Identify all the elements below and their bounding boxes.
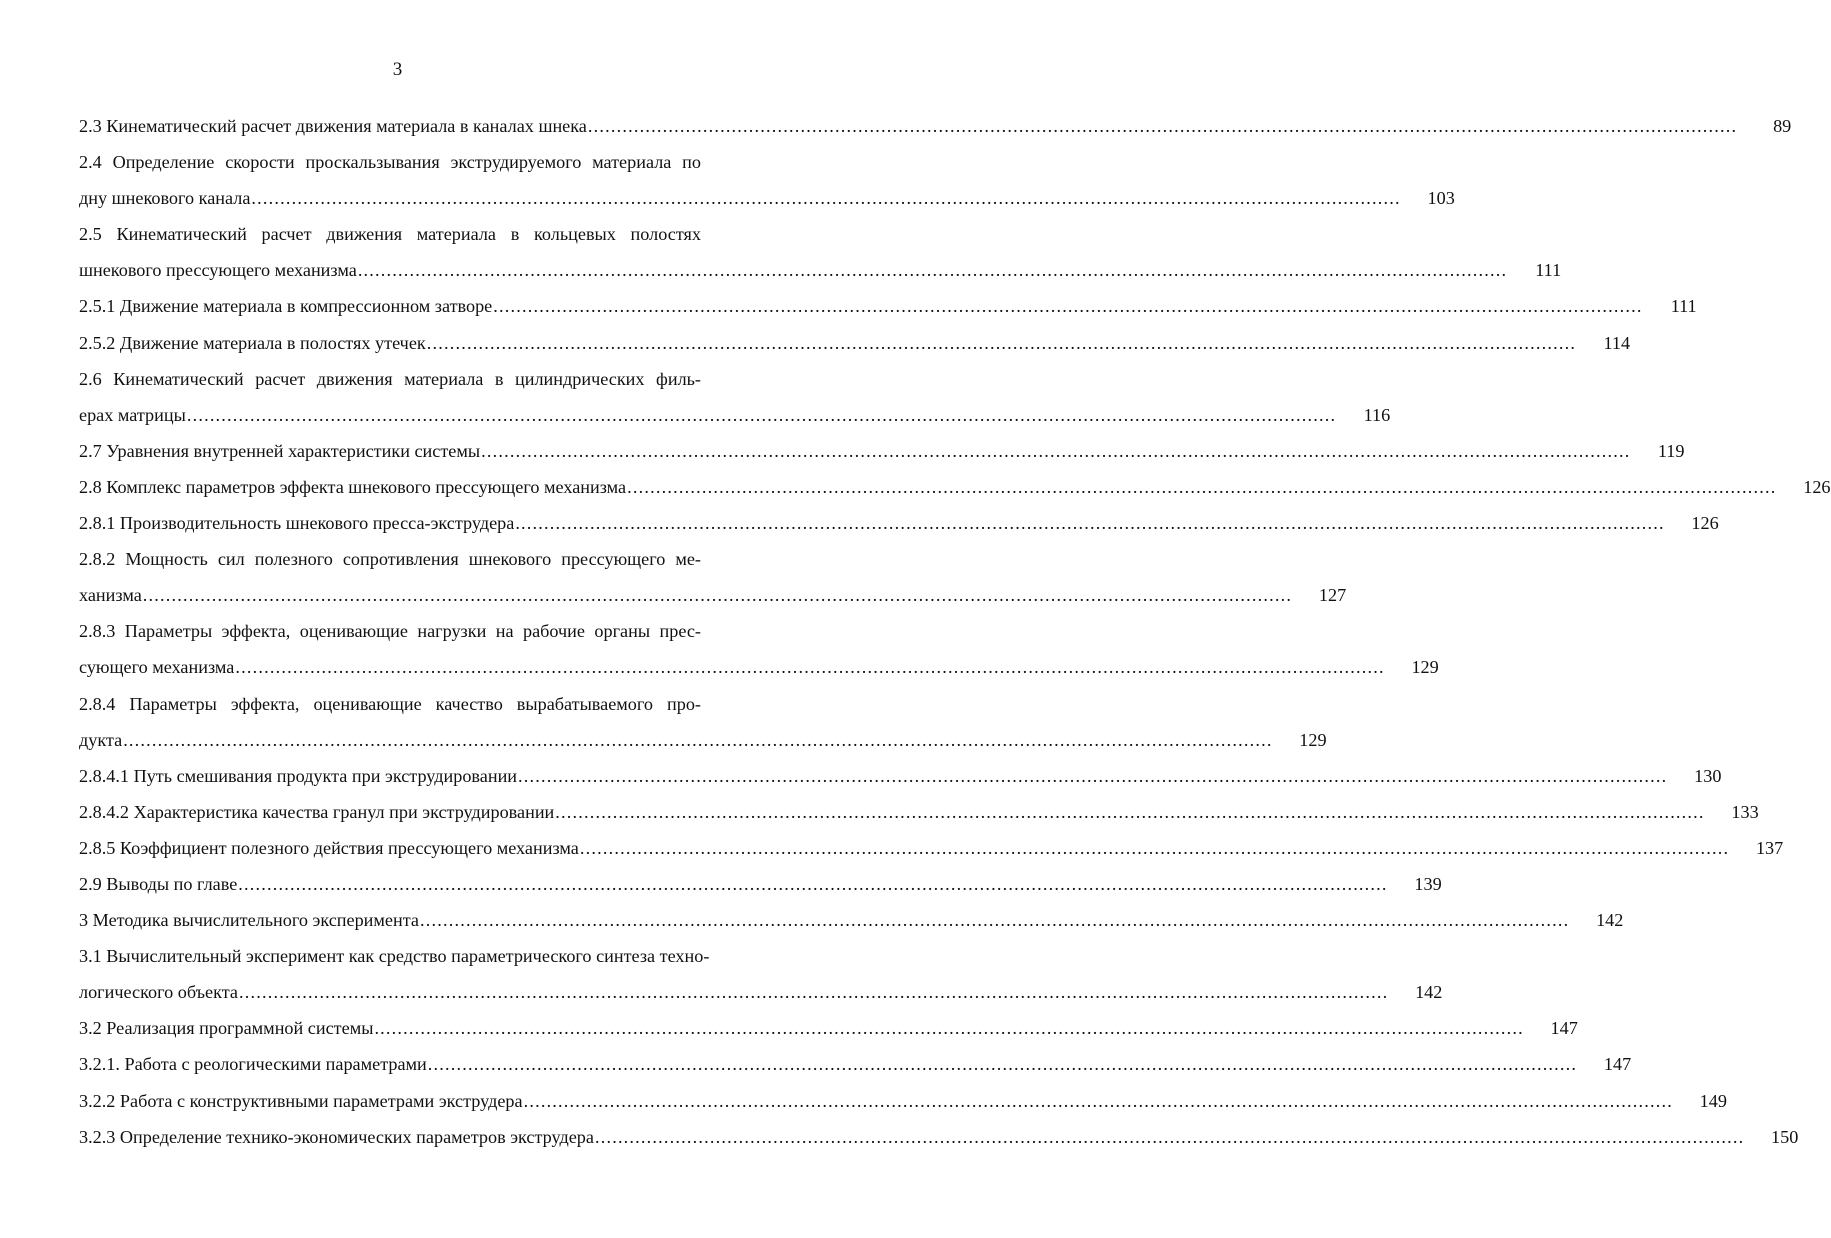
toc-page-number: 130: [1694, 765, 1722, 786]
toc-page-number: 129: [1299, 729, 1327, 750]
toc-line: [79, 288, 1697, 324]
toc-page-number: 129: [1411, 657, 1439, 678]
leader-dots: ........................................................................................................................................................................................................: [419, 910, 1570, 931]
toc-entry-title: ханизма: [79, 585, 142, 606]
toc-line: [79, 505, 1719, 541]
toc-entry-title: 2.5 Кинематический расчет движения материала в кольцевых полостях: [79, 224, 701, 245]
toc-entry-title: 2.8.4 Параметры эффекта, оценивающие качество вырабатываемого про-: [79, 693, 701, 714]
toc-entry-title: 2.5.1 Движение материала в компрессионном затворе: [79, 296, 493, 317]
leader-dots: ........................................................................................................................................................................................................: [186, 404, 1337, 425]
toc-entry-title: дну шнекового канала: [79, 188, 251, 209]
toc-entry-title: 3.1 Вычислительный эксперимент как средство параметрического синтеза техно-: [79, 946, 710, 967]
toc-line: [79, 902, 1624, 938]
toc-entry-title: ерах матрицы: [79, 404, 186, 425]
toc-line: [79, 722, 1327, 758]
toc-entry-title: 3.2.1. Работа с реологическими параметрами: [79, 1054, 427, 1075]
toc-entry-title: 2.5.2 Движение материала в полостях утечек: [79, 332, 426, 353]
leader-dots: ........................................................................................................................................................................................................: [238, 873, 1388, 894]
toc-page-number: 149: [1699, 1090, 1727, 1111]
toc-entry-title: шнекового прессующего механизма: [79, 260, 357, 281]
leader-dots: ........................................................................................................................................................................................................: [357, 260, 1508, 281]
toc-page-number: 147: [1550, 1018, 1578, 1039]
page-number: 3: [392, 59, 403, 80]
toc-page-number: 142: [1415, 982, 1443, 1003]
toc-line: [79, 252, 1562, 288]
toc-page-number: 111: [1670, 296, 1697, 317]
toc-page-number: 142: [1596, 910, 1624, 931]
toc-page-number: 89: [1773, 116, 1792, 136]
toc-page-number: 126: [1803, 476, 1831, 497]
toc-entry-title: 3.2 Реализация программной системы: [79, 1018, 374, 1039]
toc-line: [79, 1010, 1578, 1046]
toc-line: [79, 325, 1631, 361]
toc-entry-title: 2.3 Кинематический расчет движения материала в каналах шнека: [79, 116, 587, 136]
toc-page-number: 137: [1755, 837, 1784, 858]
leader-dots: ........................................................................................................................................................................................................: [627, 476, 1777, 497]
leader-dots: ........................................................................................................................................................................................................: [235, 657, 1385, 678]
leader-dots: ........................................................................................................................................................................................................: [427, 1054, 1578, 1075]
toc-line: [79, 469, 1831, 505]
toc-entry-title: 2.8.2 Мощность сил полезного сопротивления шнекового прессующего ме-: [79, 549, 701, 570]
leader-dots: ........................................................................................................................................................................................................: [579, 837, 1730, 858]
toc-page-number: 116: [1363, 404, 1391, 425]
leader-dots: ........................................................................................................................................................................................................: [251, 188, 1401, 209]
toc-entry-title: дукта: [79, 729, 123, 750]
toc-line: [79, 866, 1442, 902]
table-of-contents: [79, 108, 1831, 1155]
toc-page-number: 133: [1731, 801, 1759, 822]
toc-line: [79, 758, 1722, 794]
toc-line: [79, 433, 1685, 469]
toc-entry-title: 2.8.3 Параметры эффекта, оценивающие нагрузки на рабочие органы прес-: [79, 621, 701, 642]
toc-entry-title: 2.7 Уравнения внутренней характеристики системы: [79, 440, 481, 461]
toc-page-number: 147: [1603, 1054, 1632, 1075]
toc-entry-title: 2.8.4.1 Путь смешивания продукта при экструдировании: [79, 765, 518, 786]
toc-entry-title: сующего механизма: [79, 657, 235, 678]
leader-dots: ........................................................................................................................................................................................................: [374, 1018, 1524, 1039]
toc-line: [79, 974, 1443, 1010]
toc-entry-title: логического объекта: [79, 982, 238, 1003]
toc-entry-title: 3.2.3 Определение технико-экономических параметров экструдера: [79, 1126, 594, 1147]
leader-dots: ........................................................................................................................................................................................................: [123, 729, 1273, 750]
toc-entry-title: 3 Методика вычислительного эксперимента: [79, 910, 419, 931]
toc-entry-title: 2.4 Определение скорости проскальзывания экструдируемого материала по: [79, 152, 701, 173]
toc-line: [79, 1083, 1727, 1119]
leader-dots: ........................................................................................................................................................................................................: [426, 332, 1577, 353]
toc-page-number: 150: [1771, 1126, 1799, 1147]
toc-entry-title: 2.9 Выводы по главе: [79, 873, 238, 894]
leader-dots: ........................................................................................................................................................................................................: [587, 116, 1738, 136]
leader-dots: ........................................................................................................................................................................................................: [481, 440, 1631, 461]
leader-dots: ........................................................................................................................................................................................................: [523, 1090, 1673, 1111]
toc-line: [79, 1119, 1799, 1155]
leader-dots: ........................................................................................................................................................................................................: [142, 585, 1293, 606]
toc-line: [79, 577, 1347, 613]
leader-dots: ........................................................................................................................................................................................................: [518, 765, 1668, 786]
toc-page-number: 126: [1691, 513, 1719, 534]
toc-entry-title: 2.8 Комплекс параметров эффекта шнекового прессующего механизма: [79, 476, 627, 497]
toc-entry-title: 3.2.2 Работа с конструктивными параметрами экструдера: [79, 1090, 523, 1111]
leader-dots: ........................................................................................................................................................................................................: [238, 982, 1389, 1003]
toc-entry-title: 2.8.1 Производительность шнекового пресса-экструдера: [79, 513, 515, 534]
leader-dots: ........................................................................................................................................................................................................: [594, 1126, 1745, 1147]
leader-dots: ........................................................................................................................................................................................................: [515, 513, 1665, 534]
toc-line: [79, 1046, 1632, 1082]
toc-line: [79, 830, 1784, 866]
toc-page-number: 119: [1657, 440, 1685, 461]
toc-page-number: 114: [1603, 332, 1631, 353]
toc-line: [79, 397, 1391, 433]
toc-page-number: 139: [1414, 873, 1442, 894]
toc-entry-title: 2.8.5 Коэффициент полезного действия прессующего механизма: [79, 837, 579, 858]
toc-line: [79, 794, 1759, 830]
toc-line: [79, 108, 1792, 144]
leader-dots: ........................................................................................................................................................................................................: [555, 801, 1705, 822]
toc-page-number: 111: [1535, 260, 1562, 281]
leader-dots: ........................................................................................................................................................................................................: [493, 296, 1643, 317]
toc-line: [79, 180, 1455, 216]
toc-entry-title: 2.6 Кинематический расчет движения материала в цилиндрических филь-: [79, 368, 701, 389]
toc-page-number: 103: [1427, 188, 1455, 209]
toc-page-number: 127: [1318, 585, 1347, 606]
toc-line: [79, 649, 1439, 685]
toc-entry-title: 2.8.4.2 Характеристика качества гранул при экструдировании: [79, 801, 555, 822]
